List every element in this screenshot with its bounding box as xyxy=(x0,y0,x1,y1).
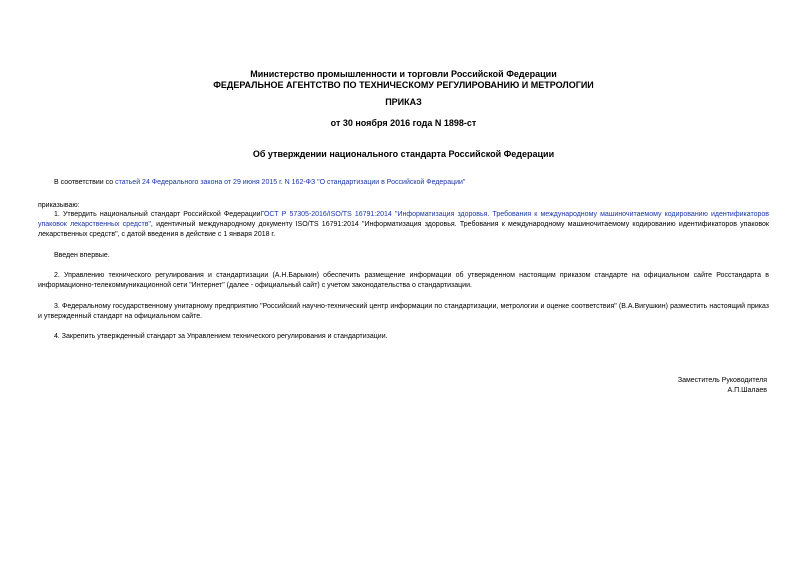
item-2: 2. Управлению технического регулирования и стандартизации (А.Н.Барыкин) обеспечить размещение информации об утвержденном настоящим приказом стандарте на официальном сайте Росстандарта в информационно-телекоммуникационной сети "Интернет" (далее - официальный сайт) с учетом законодательства о стандартизации. xyxy=(38,272,769,289)
item-4: 4. Закрепить утвержденный стандарт за Управлением технического регулирования и стандартизации. xyxy=(54,333,388,340)
item-3: 3. Федеральному государственному унитарному предприятию "Российский научно-технический центр информации по стандартизации, метрологии и оценке соответствия" (В.А.Вигушкин) разместить настоящий приказ и утвержденный стандарт на официальном сайте. xyxy=(38,303,769,320)
preamble xyxy=(38,178,769,188)
item-1 xyxy=(38,210,769,240)
document-header xyxy=(0,69,807,91)
preamble-prefix: В соответствии со xyxy=(54,179,116,186)
signature-position: Заместитель Руководителя xyxy=(677,377,767,384)
order-label: ПРИКАЗ xyxy=(385,97,422,107)
signature-name: А.П.Шалаев xyxy=(727,387,767,394)
item-1-suffix: , идентичный международному документу ISO/TS 16791:2014 "Информатизация здоровья. Требования к международному машиночитаемому кодированию идентификаторов упаковок лекарственных средств", с датой введения в действие с 1 января 2018 г. xyxy=(38,221,769,238)
order-subject: Об утверждении национального стандарта Российской Федерации xyxy=(252,149,555,159)
federal-law-link[interactable]: статьей 24 Федерального закона от 29 июня 2015 г. N 162-ФЗ "О стандартизации в Российской Федерации" xyxy=(115,179,466,186)
introduced-first: Введен впервые. xyxy=(54,252,110,259)
order-date-number: от 30 ноября 2016 года N 1898-ст xyxy=(330,118,477,128)
gost-standard-link[interactable]: ГОСТ Р 57305-2016/ISO/TS 16791:2014 "Информатизация здоровья. Требования к международному машиночитаемому кодированию идентификаторов упаковок лекарственных средств" xyxy=(38,211,769,228)
item-1-prefix: 1. Утвердить национальный стандарт Российской Федерации xyxy=(54,211,261,218)
ministry-name: Министерство промышленности и торговли Российской Федерации xyxy=(250,69,557,79)
agency-name: ФЕДЕРАЛЬНОЕ АГЕНТСТВО ПО ТЕХНИЧЕСКОМУ РЕГУЛИРОВАНИЮ И МЕТРОЛОГИИ xyxy=(213,80,594,90)
order-word: приказываю: xyxy=(38,202,80,209)
